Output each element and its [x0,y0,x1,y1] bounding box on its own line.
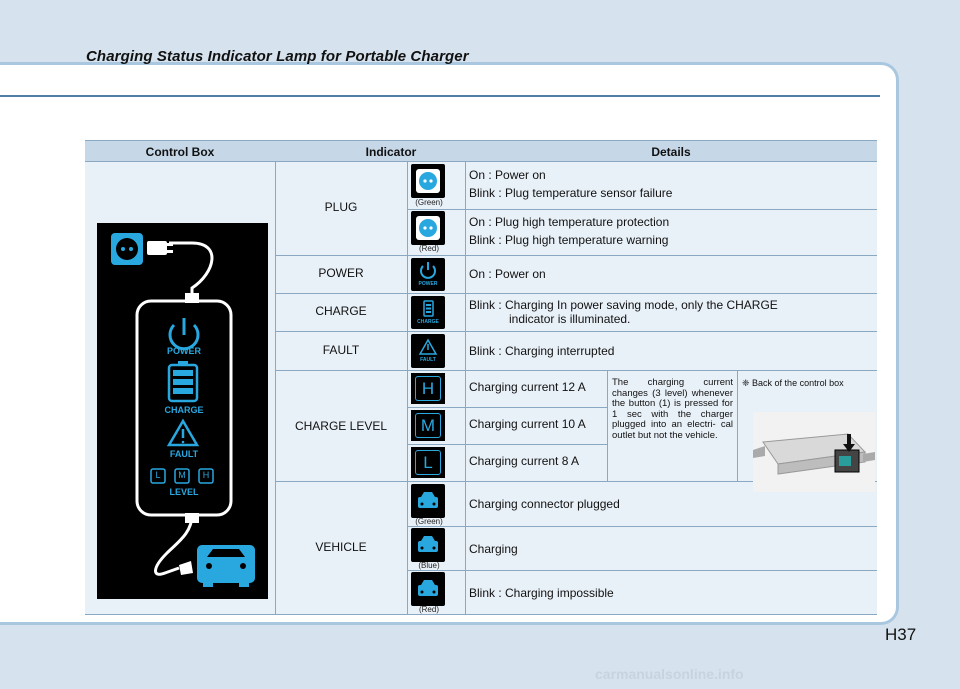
panel-power-label: POWER [166,346,201,356]
panel-level-l: L [155,470,161,480]
table-header [85,140,877,162]
level-m-detail: Charging current 10 A [469,417,586,431]
power-label: POWER [318,266,364,280]
car-icon [411,484,445,518]
plug-icon [411,211,445,245]
header-details: Details [651,145,691,159]
panel-level-h: H [202,470,210,480]
power-detail: On : Power on [469,267,546,281]
level-note: The charging current changes (3 level) whenever the button (1) is pressed for 1 sec with the charger plugged into an electri- cal outlet but not the vehicle. [612,377,733,441]
charge-level-label: CHARGE LEVEL [294,419,388,433]
table-body [85,162,877,615]
page-title: Charging Status Indicator Lamp for Portable Charger [86,48,469,65]
charge-label: CHARGE [315,304,367,318]
header-rule [0,95,880,97]
plug-label: PLUG [324,200,358,214]
level-h-icon: H [411,373,445,404]
watermark: carmanualsonline.info [595,666,744,682]
level-l-detail: Charging current 8 A [469,454,580,468]
charge-detail-a: Blink : Charging In power saving mode, only the CHARGE [469,298,778,312]
page-number: H37 [885,625,917,644]
panel-fault-label: FAULT [169,449,199,459]
header-control-box: Control Box [145,145,215,159]
indicator-table [85,140,877,615]
plug-detail-1a: On : Power on [469,168,546,182]
power-icon: POWER [411,258,445,291]
control-box-illustration [97,223,268,599]
charge-detail-b: indicator is illuminated. [509,312,631,326]
car-icon [411,528,445,562]
level-l-icon: L [411,447,445,478]
vehicle-detail-1: Charging connector plugged [469,497,620,511]
header-indicator: Indicator [365,145,417,159]
level-m-icon: M [411,410,445,441]
plug-green-caption: (Green) [415,198,443,207]
level-h-detail: Charging current 12 A [469,380,586,394]
vehicle-red-caption: (Red) [418,605,439,614]
vehicle-detail-3: Blink : Charging impossible [469,586,614,600]
vehicle-green-caption: (Green) [415,517,443,526]
vehicle-detail-2: Charging [469,542,518,556]
fault-detail: Blink : Charging interrupted [469,344,615,358]
battery-icon: CHARGE [411,296,445,329]
back-of-control-box-note: ❈ Back of the control box [742,378,844,388]
control-box-back-photo [753,412,875,492]
vehicle-label: VEHICLE [315,540,367,554]
plug-detail-2a: On : Plug high temperature protection [469,215,670,229]
plug-detail-2b: Blink : Plug high temperature warning [469,233,669,247]
car-icon [411,572,445,606]
plug-icon [411,164,445,198]
vehicle-blue-caption: (Blue) [418,561,440,570]
panel-level-m: M [178,470,186,480]
fault-icon: FAULT [411,334,445,368]
fault-label: FAULT [322,343,360,357]
plug-detail-1b: Blink : Plug temperature sensor failure [469,186,673,200]
panel-level-label: LEVEL [169,487,199,497]
panel-charge-label: CHARGE [164,405,204,415]
plug-red-caption: (Red) [418,244,439,253]
